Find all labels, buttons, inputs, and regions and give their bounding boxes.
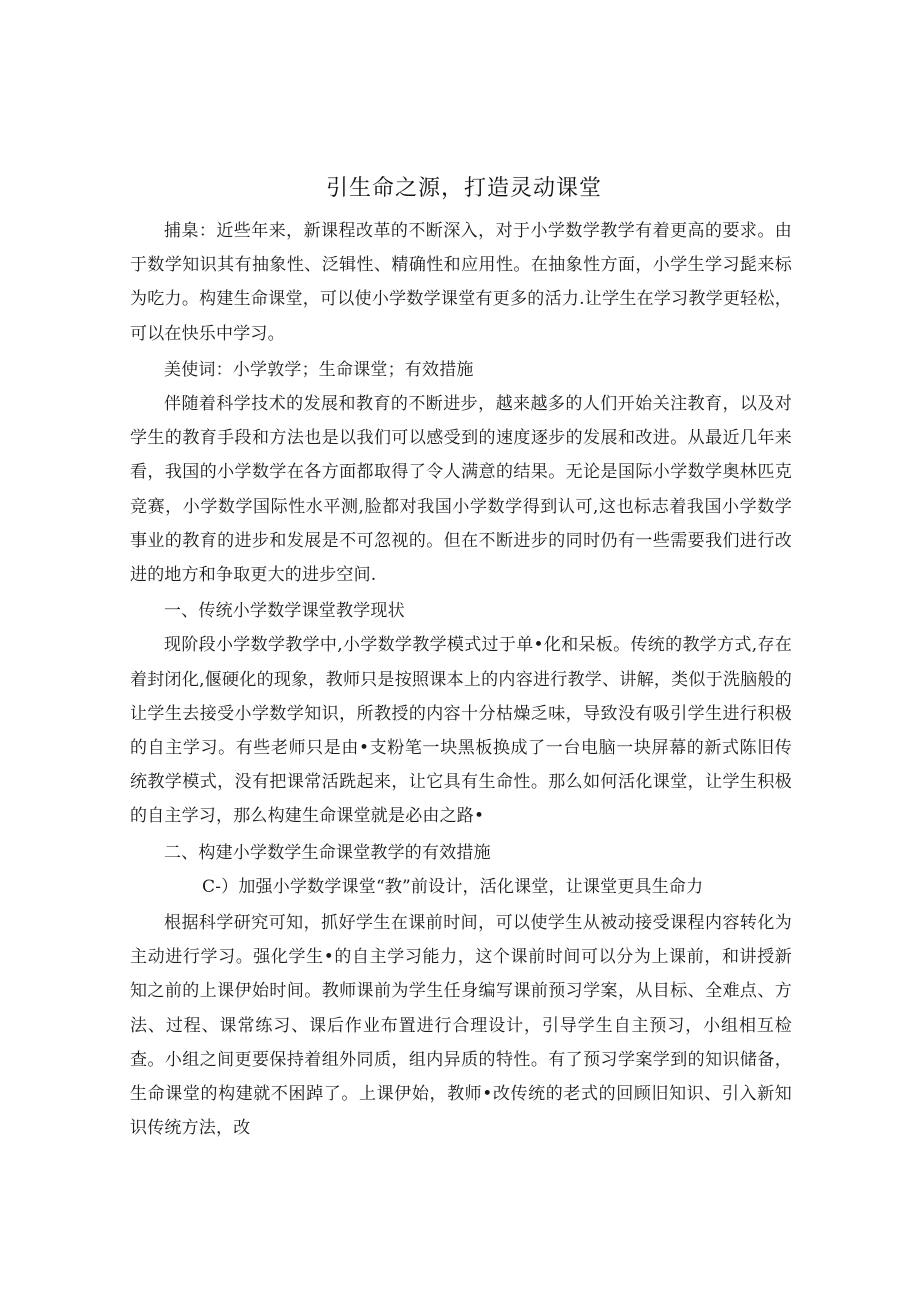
section2-subheading: C-）加强小学数学课堂“教”前设计，活化课堂，让课堂更具生命力 [202, 876, 704, 897]
intro-paragraph: 伴随着科学技术的发展和教育的不断进步，越来越多的人们开始关注教育，以及对学生的教育手段和方法也是以我们可以感受到的速度逐步的发展和改进。从最近几年来看，我国的小学数学在各方面都取得了令人满意的结果。无论是国际小学数学奥林匹克竞赛，小学数学国际性水平测,脸都对我国小学数学得到认可,这也标志着我国小学数学事业的教育的进步和发展是不可忽视的。但在不断进步的同时仍有一些需要我们进行改进的地方和争取更大的进步空间. [130, 394, 792, 586]
document-page [130, 172, 792, 1145]
abstract-paragraph: 捕臬：近些年来，新课程改革的不断深入，对于小学数学教学有着更高的要求。由于数学知识其有抽象性、泛辑性、精确性和应用性。在抽象性方面，小学生学习髭来标为吃力。构建生命课堂，可以使小学数学课堂有更多的活力.让学生在学习教学更轻松，可以在快乐中学习。 [130, 221, 792, 344]
section1-body: 现阶段小学数学教学中,小学数学教学模式过于单•化和呆板。传统的教学方式,存在着封闭化,偃硬化的现象，教师只是按照课本上的内容进行教学、讲解，类似于洗脑般的让学生去接受小学数学知识，所教授的内容十分枯燥乏味，导致没有吸引学生进行积极的自主学习。有些老师只是由•支粉笔一块黑板换成了一台电脑一块屏幕的新式陈旧传统教学模式，没有把课常活跣起来，让它具有生命性。那么如何活化课堂，让学生积极的自主学习，那么构建生命课堂就是必由之路• [130, 635, 792, 827]
keywords-paragraph: 美使词：小学敦学；生命课堂；有效措施 [164, 359, 474, 380]
section2-body: 根据科学研究可知，抓好学生在课前时间，可以使学生从被动接受课程内容转化为主动进行学习。强化学生•的自主学习能力，这个课前时间可以分为上课前，和讲授新知之前的上课伊始时间。教师课前为学生任身编写课前预习学案，从目标、全难点、方法、过程、课常练习、课后作业布置进行合理设计，引导学生自主预习，小组相互检查。小组之间更要保持着组外同质，组内异质的特性。有了预习学案学到的知识储备，生命课堂的构建就不困踔了。上课伊始，教师•改传统的老式的回顾旧知识、引入新知识传统方法，改 [130, 913, 792, 1139]
section1-heading: 一、传统小学数学课堂教学现状 [164, 601, 405, 622]
page-title: 引生命之源，打造灵动课堂 [325, 176, 602, 201]
section2-heading: 二、构建小学数学生命课堂教学的有效措施 [164, 842, 491, 863]
